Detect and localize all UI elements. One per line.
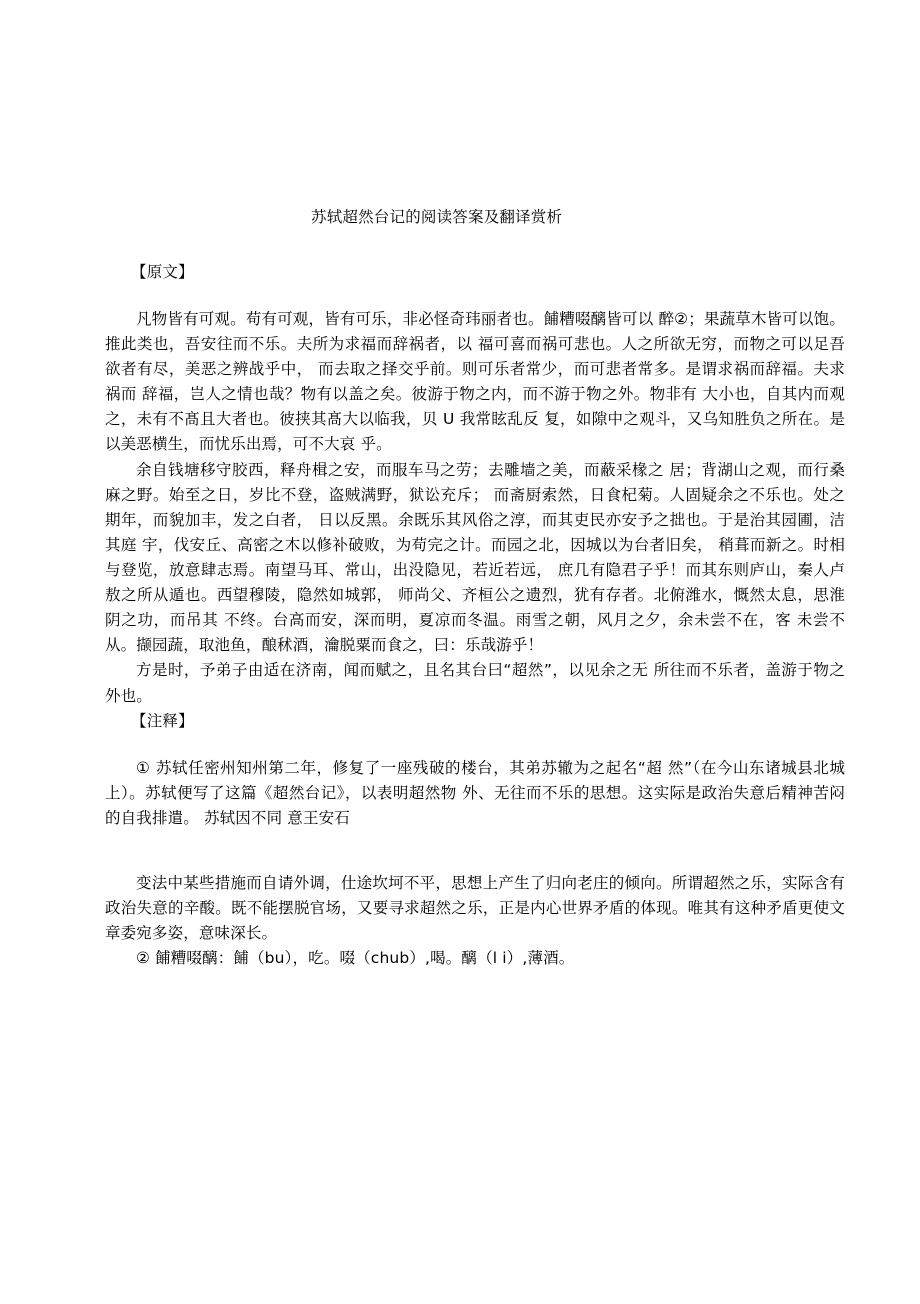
note-2: ② 餔糟啜醨：餔（bu），吃。啜（chub）,喝。醨（l i）,薄酒。 [136,949,575,968]
original-paragraph-3: 方是时，予弟子由适在济南，闻而赋之，且名其台曰“超然”，以见余之无 所往而不乐者，盖游于物之外也。 [105,661,845,705]
page-title: 苏轼超然台记的阅读答案及翻译赏析 [311,208,563,226]
spacer-note-break [105,831,845,871]
section-heading-original: 【原文】 [131,262,194,281]
original-paragraph-1: 凡物皆有可观。苟有可观，皆有可乐，非必怪奇玮丽者也。餔糟啜醨皆可以 醉②；果蔬草木皆可以饱。推此类也，吾安往而不乐。夫所为求福而辞祸者，以 福可喜而祸可悲也。人之所欲无穷，而物之可以足吾欲者有尽，美恶之辨战乎中， 而去取之择交乎前。则可乐者常少，而可悲者常多。是谓求祸而辞福。夫求祸而 辞福，岂人之情也哉？物有以盖之矣。彼游于物之内，而不游于物之外。物非有 大小也，自其内而观之，未有不髙且大者也。彼挟其髙大以临我，贝 U 我常眩乱反 复，如隙中之观斗，又乌知胜负之所在。是以美恶横生，而忧乐出焉，可不大哀 乎。 [105,309,845,454]
section-heading-notes: 【注释】 [131,711,194,730]
note-1-part-1: ① 苏轼任密州知州第二年，修复了一座残破的楼台，其弟苏辙为之起名“超 然”（在今山东诸城县北城上）。苏轼便写了这篇《超然台记》，以表明超然物 外、无往而不乐的思想。这实际是政治失意后精神苦闷的自我排遣。 苏轼因不同 意王安石 [105,758,845,827]
original-paragraph-2: 余自钱塘移守胶西，释舟楫之安，而服车马之劳；去雕墙之美，而蔽采椽之 居；背湖山之观，而行桑麻之野。始至之日，岁比不登，盗贼满野，狱讼充斥； 而斋厨索然，日食杞菊。人固疑余之不乐也。处之期年，而貌加丰，发之白者， 日以反黑。余既乐其风俗之淳，而其吏民亦安予之拙也。于是治其园圃，洁其庭 宇，伐安丘、高密之木以修补破败，为苟完之计。而园之北，因城以为台者旧矣， 稍葺而新之。时相与登览，放意肆志焉。南望马耳、常山，出没隐见，若近若远， 庶几有隐君子乎！而其东则庐山，秦人卢敖之所从遁也。西望穆陵，隐然如城郭， 师尚父、齐桓公之遗烈，犹有存者。北俯潍水，慨然太息，思淮阴之功，而吊其 不终。台高而安，深而明，夏凉而冬温。雨雪之朝，风月之夕，余未尝不在，客 未尝不从。撷园蔬，取池鱼，酿秫酒，瀹脱粟而食之，曰：乐哉游乎！ [105,460,845,655]
spacer-notes [105,734,845,756]
note-1-part-2: 变法中某些措施而自请外调，仕途坎坷不平，思想上产生了归向老庄的倾向。所谓超然之乐，实际含有政治失意的辛酸。既不能摆脱官场，又要寻求超然之乐，正是内心世界矛盾的体现。唯其有这种矛盾更使文章委宛多姿，意味深长。 [105,874,845,943]
document-content [105,205,845,972]
